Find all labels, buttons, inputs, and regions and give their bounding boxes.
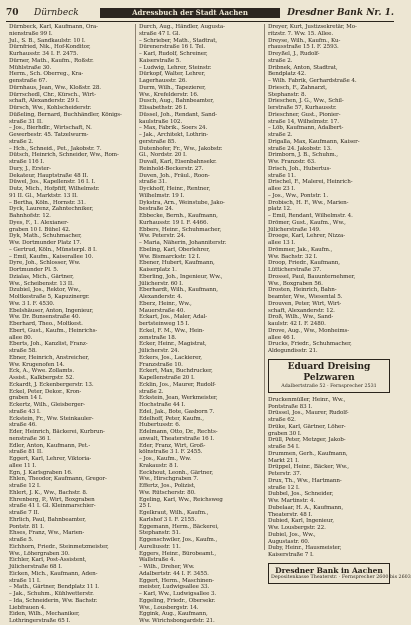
directory-entry-line: Dreyer, Kurt, Justizsekretär, Mo- [268,24,357,30]
directory-entry-line: Dyck, Laurenz, Zahntechniker, [9,206,94,213]
directory-entry-line: Drouven, Peter, Wirt, Wirt- [268,300,342,307]
directory-entry-line: Stephanstr. 8. [268,91,307,98]
directory-entry-line: – Hch., Schneid., Pet., Jakobstr. 7. [9,145,102,152]
directory-entry-line: Ww. Franzstr. 63. [268,159,316,165]
directory-entry-line: Stephanstr. 51. [139,530,181,537]
directory-entry-line: Drummen, Gerh., Kaufmann, [268,450,348,457]
directory-entry-line: Dribnek, Anton, Stadtrat, [268,64,338,71]
directory-entry-line: Ww., Boxgraben 56. [268,280,323,287]
directory-entry-line: Franzstraße 10. [139,361,183,368]
directory-entry-line: Ww. 3 I. F. 4530. [9,300,55,307]
directory-entry-line: Duven, Joh., Fräul., Roon- [139,172,210,179]
directory-entry-line: Ww. Bismarckstr. 12 I. [139,253,201,260]
advertisement-dreising [268,359,390,393]
directory-entry-line: Dekateur, Hauptstraße 48 II. [9,172,89,179]
directory-entry-line: Dzialas, Mich., Gärtner, [9,273,74,280]
directory-entry-line: Durch, Aug., Händler, Augusta- [139,24,225,30]
directory-entry-line: Eckstein, Jean, Werkmeister, [139,395,218,402]
directory-entry-line: Hubertusstr. 6. [139,422,181,429]
directory-entry-line: Drosten, Heinrich, Bahn- [268,287,337,294]
directory-entry-line: Bahnhofstr. 12. [9,213,51,219]
directory-column-3 [264,24,411,580]
directory-entry-line: Edelmann, Otto, Dr., Rechts- [139,429,218,435]
directory-entry-line: Effertz, Jos., Polizist, [139,483,196,489]
directory-entry-line: allee 23 I. [268,186,296,192]
directory-entry-line: Duvall, Karl, Eisenbahnsekr. [139,159,217,165]
directory-entry-line: Drove, Aug., Ww., Monheims- [268,327,350,334]
directory-entry-line: Dury, J., Erster- [9,165,51,172]
directory-entry-line: straße 81 II. [9,449,43,456]
directory-entry-line: Drux, Th., Ww., Hartmann- [268,477,342,484]
header-left-word: Dürnbeck [34,8,79,18]
directory-entry-line: Eck, A., Wwe. Zollamts. [9,368,75,375]
directory-entry-line: Mauerstraße 40. [139,307,185,314]
directory-entry-line: Droege, Karl, Lehrer, Nizza- [268,233,346,240]
column-3-entries-bottom [268,397,390,559]
directory-entry-line: Egn, J. Karlsgraben 16. [9,469,73,476]
directory-entry-line: – Karl, Ww., Ludwigsallee 3. [139,591,217,597]
directory-entry-line: anwalt, Theaterstraße 16 I. [139,435,215,442]
directory-entry-line: Drobisch, H. F., Ww., Marien- [268,199,349,206]
directory-entry-line: straße 116 I. [9,159,45,165]
directory-entry-line: Kurhausstr. 19 I. F. 4466. [139,219,209,226]
directory-entry-line: Eggink, Aug., Kaufmann, [139,611,208,618]
header-right-word: Dresdner Bank Nr. 1. [287,8,394,18]
directory-entry-line: Jul., S. B., Sandkaulstr. 10 I. [9,37,86,44]
directory-entry-line: Adalbertstr. 44 I. F. 3455. [139,570,209,577]
directory-entry-line: straße 7 II. [9,510,40,516]
directory-entry-line: Ecker, Heinr., Magistrat, [139,341,207,348]
directory-entry-line: Reinhold-Beckerstr. 27. [139,165,204,172]
directory-entry-line: genstraße 67. [9,78,48,84]
directory-entry-line: Dreyßel, J., Rudolf- [268,51,320,57]
directory-entry-line: Dyre, Joh., Schlosser, Ww. [9,260,81,267]
directory-entry-line: Ww., Scheibenstr. 13 II. [9,280,74,287]
directory-entry-line: Drimborn, J. B., Schuhm., [268,152,338,159]
directory-entry-line: Augustastr. 60. [268,538,310,545]
directory-entry-line: Gl., Nordstr. 20 I. [139,152,187,159]
directory-entry-line: Drisch, Joh., Hubertus- [268,165,332,172]
directory-entry-line: Aldegundisstr. 21. [268,348,318,354]
directory-entry-line: kaulstr. 42 I. F. 2480. [268,321,326,327]
directory-entry-line: Eggemann, Herm., Bäckerei, [139,523,219,530]
directory-entry-line: Ebeling, Karl, Oberlehrer, [139,246,210,253]
directory-entry-line: Eckel, Peter, Dekor., Kron- [9,388,82,395]
directory-entry-line: – Jak., Schuhm., Kühlwetterstr. [9,591,94,597]
directory-entry-line: – Bertha, Köln., Hornstr. 31. [9,199,86,206]
directory-entry-line: Ww. Krugenofen 14. [9,361,65,368]
directory-entry-line: straße 58. [9,348,37,354]
directory-entry-line: straße 2. [268,132,293,138]
directory-entry-line: Drüke, Karl, Gärtner, Löher- [268,423,346,430]
directory-entry-line: Ww. Dortmunder Platz 17. [9,240,82,246]
page-number: 70 [6,8,19,18]
directory-entry-line: Bendplatz 42. [268,71,306,78]
directory-entry-line: meister, Ludwigsallee 33. [139,584,210,591]
directory-entry-line: Dyckhoff, Heinr., Rentner, [139,186,211,192]
directory-entry-line: Dürenerstraße 16 I. Tel. [139,44,206,51]
ad-bank-details: Depositenkasse Theaterstr. · Fernsprecher 2600 bis 2603 [271,574,411,580]
directory-entry-line: Kurhausstr. 34 I. F. 2475. [9,51,79,57]
directory-entry-line: Eckers, Jos., Lackierer, [139,354,202,361]
directory-entry-line: Jülicherstr. 60 I. [139,280,183,287]
directory-entry-line: – Schrieber, Math., Stadtrat, [139,37,218,44]
directory-entry-line: Alexanderstr. 4. [139,294,183,300]
directory-entry-line: Edel, Jak., Bote, Gasborn 7. [139,408,215,415]
directory-entry-line: – Wilh. Fabrik, Gerhardstraße 4. [268,78,357,84]
directory-entry-line: ritzstr. 7. Ww. 15. Allee. [268,30,334,37]
directory-entry-line: zenstraße 18. [139,334,177,341]
directory-entry-line: Pontstr. 81 I. [9,523,44,530]
directory-entry-line: Drieschen, J. G., Ww., Schil- [268,98,344,105]
directory-entry-line: rhausstraße 15 I. F. 2593. [268,44,339,51]
directory-entry-line: Assist., Kalkbergstr. 52. [9,375,74,381]
directory-entry-line: – Emil, Kaufm., Kaiserallee 10. [9,253,94,260]
directory-entry-line: allee 80. [9,334,33,341]
directory-entry-line: straße 24. Jakobstr. 13. [268,145,332,152]
directory-entry-line: Jülicherstraße 149. [268,226,321,233]
directory-entry-line: – Jos., Ww., Pontstr. 1. [268,192,329,199]
directory-entry-line: Dykstra, Arn., Weinstube, Jako- [139,199,225,206]
directory-entry-line: Dubied, Karl, Ingenieur, [268,518,334,525]
directory-entry-line: Aureliusstr. 11. [139,543,181,550]
directory-entry-line: Dyes, F., 1. Alexianer- [9,219,69,226]
directory-entry-line: straße 47 I. Gl. [139,30,181,37]
directory-entry-line: Düwel, Jos., Kapellenstr. 16 I. I. [9,179,96,186]
directory-entry-line: Düßeling, Bernard, Buchhändler, Königs- [9,111,122,118]
directory-entry-line: – Jak., Architekt, Lothrin- [139,132,209,138]
directory-entry-line: Eberts, Joh., Kanzlist, Franz- [9,341,88,348]
directory-entry-line: Ehlen, Theodor, Kaufmann, Gregor- [9,476,107,483]
directory-entry-line: Egeling, Karl, Ww., Reichsweg [139,496,223,503]
directory-entry-line: straße 11. [268,172,296,179]
directory-entry-line: Ww. Lousbergstr. 22. [268,525,326,531]
directory-entry-line: nenstraße 36 I. [9,435,51,442]
directory-entry-line: Eiden, Wilh., Mechaniker, [9,611,80,618]
directory-entry-line: Drieschner, Gust., Pionier- [268,111,341,118]
directory-entry-line: straße 14, Wilhelmstr. 17. [268,118,339,125]
directory-entry-line: Eckel, F. M., Ww., Hein- [139,327,205,334]
directory-entry-line: Eder, Franz, Wirt, Groß- [139,442,206,449]
directory-entry-line: Eeckhout, Leonh., Gärtner, [139,469,214,476]
directory-entry-line: Eckstein, Fr., Ww. Steinkauler- [9,415,94,422]
directory-entry-line: schaft, Alexanderstr. 12. [268,307,335,314]
directory-entry-line: Lagerhausstr. 26. [139,78,187,84]
directory-entry-line: Ww., Krefelderstr. 16. [139,91,199,98]
directory-entry-line: straße 12 I. [268,484,300,491]
directory-entry-line: bertsteinweg 15 I. [139,321,190,327]
directory-entry-line: Drigalla, Max, Kaufmann, Kaiser- [268,138,360,145]
directory-entry-line: Düssel, Joh., Rendant, Sand- [139,111,217,118]
ad-dreising-trade: Pelzwaren [303,372,355,383]
directory-entry-line: Durm, Wilh., Tapezierer, [139,84,206,91]
directory-entry-line: Eckert, Max, Buchdrucker, [139,368,213,375]
directory-entry-line: graben 10 I. Bühel 42. [9,226,71,233]
directory-entry-line: Dutenhofer, Fr., Ww., Jakobstr. [139,145,223,152]
directory-entry-line: Drömmer, Jak., Kaufm., [268,246,333,253]
directory-entry-line: Ww. Peterstr. 24. [139,233,186,240]
directory-entry-line: platz 12. [268,206,292,213]
directory-entry-line: straße 2. [9,138,34,145]
directory-entry-line: Dürnbeck, Karl, Kaufmann, Ora- [9,24,98,30]
directory-entry-line: Edler, Anton, Kaufmann, Pet.- [9,442,91,449]
directory-entry-line: allee 11 I. [9,462,37,469]
directory-columns [6,24,411,624]
directory-entry-line: lerstraße 57, Kurhausstr. [268,105,337,111]
directory-entry-line: Eckertz, Wilh., Gleisberger- [9,402,85,408]
directory-entry-line: Drucks, Friedr., Schuhmacher, [268,341,352,348]
directory-entry-line: Ww. Wirichsbongardstr. 21. [139,618,215,624]
directory-entry-line: Eggers, Heinr., Bürobeamt., [139,550,217,557]
directory-entry-line: Drüppel, Heinr., Bäcker, Ww., [268,464,349,471]
directory-entry-line: Hochstraße 44 I. [139,402,186,408]
directory-entry-line: straße 62. [268,417,296,423]
directory-entry-line: Elisabethstr. 26 I. [139,105,188,111]
directory-entry-line: straße 2. [139,388,164,395]
header-rule [6,21,394,22]
directory-entry-line: straße 41 I. Gl. Kleinmarschier- [9,503,96,510]
page-header [6,6,394,20]
directory-entry-line: Jülicherstraße 68 I. [9,564,62,570]
directory-entry-line: straße 46. [9,422,37,429]
directory-entry-line: Dürnhaus, Jean, Ww., Kloßstr. 28. [9,84,101,91]
directory-entry-line: Dürsch, Ww., Kohlscheiderstr. [9,105,92,111]
directory-entry-line: straße 43 I. [9,408,41,415]
directory-entry-line: Dubelaar, H. A., Kaufmann, [268,504,344,511]
directory-entry-line: Ebelshäuser, Anton, Ingenieur, [9,307,94,314]
directory-entry-line: Dütsch, Heinrich, Schneider, Ww., Rom- [9,152,119,159]
directory-entry-line: Egelkraut, Wilh., Kaufm., [139,510,209,516]
directory-entry-line: Wilhelmstr. 19 I. [139,192,185,199]
directory-entry-line: Karlshof 3 I. F. 2155. [139,516,197,523]
directory-entry-line: Kaiserplatz 1. [139,267,177,273]
directory-entry-line: Eberhard, Theo., Moltkest. [9,321,83,327]
directory-entry-line: – Wilh., Dreher, Ww. [139,564,195,570]
directory-entry-line: nienstraße 99 I. [9,30,53,37]
directory-entry-line: – Ida, Schneiderin, Ww. Bachstr. [9,597,98,604]
directory-entry-line: Dubiel, Jos., Ww., [268,531,316,538]
directory-entry-line: allee 13 I. [268,240,296,246]
directory-entry-line: Dürner, Math., Kaufm., Roßstr. [9,57,94,64]
directory-entry-line: Drüll, Peter, Metzger, Jakob- [268,437,346,444]
directory-entry-line: bestraße 24. [139,206,174,213]
directory-entry-line: Ebert, Gust., Kaufm., Heinrichs- [9,327,98,334]
directory-entry-line: – Max, Fabrik., Soers 24. [139,125,208,132]
directory-entry-line: straße 31 II. [9,118,43,125]
directory-entry-line: Eggert, Karl, Lehrer, Viktoria- [9,456,92,462]
directory-entry-line: Peterstr. 37. [268,471,302,477]
directory-entry-line: Ww., Lousbergstr. 14. [139,604,199,611]
directory-entry-line: Wallstraße 4. [139,557,176,564]
directory-entry-line: Drömer, Gust., Kaufm., Ww., [268,219,346,226]
directory-entry-line: Druckenmüller, Heinr., Ww., [268,396,346,403]
directory-entry-line: Drüssel, Jos., Maurer, Rudolf- [268,410,349,417]
directory-entry-line: schaft, Alexanderstr. 29 I. [9,98,80,105]
directory-entry-line: Eberhardt, Wilh., Kaufmann, [139,287,218,294]
directory-entry-line: Liebfrauen 4. [9,604,46,611]
directory-entry-line: Dubbel, Jos., Schneider, [268,491,334,498]
directory-entry-line: Eicken, Mich., Kaufmann, Aden- [9,570,98,577]
directory-entry-line: Gewerbestr. 45. Tatzelwurm- [9,132,89,138]
directory-entry-line: Eggenschwiler, Jos., Kaufm., [139,537,218,543]
directory-entry-line: graben 30 I. [268,430,302,437]
directory-entry-line: – Emil, Rendant, Wilhelmstr. 4. [268,213,353,219]
directory-entry-line: – Maria, Näherin, Johanniterstr. [139,240,227,246]
directory-entry-line: 25 I. [139,503,152,510]
directory-entry-line: Dzubiel, Jos., Rektor, Ww., [9,287,81,294]
directory-entry-line: Ebbers, Heinr., Schuhmacher, [139,226,222,233]
directory-entry-line: Edelhoff, Peter, Kaufm., [139,415,204,422]
directory-entry-line: – Jos., Kaufm., Ww. [139,456,191,462]
directory-entry-line: Ecklin, Jos., Maurer, Rudolf- [139,381,216,388]
directory-entry-line: straße 5. [9,537,34,543]
directory-entry-line: straße 2. [268,57,293,64]
directory-entry-line: Kapellenstraße 20 I. [139,375,195,381]
directory-entry-line: Eichhorn, Friedr., Steinmetzmeister, [9,543,109,550]
directory-entry-line: Eckardt, J. Eckenbergerstr. 13. [9,381,94,388]
directory-entry-line: Ehlert, J. K., Ww., Bachstr. 8. [9,489,88,496]
directory-entry-line: – Jos., Bierhdlr., Wirtschaft, N. [9,125,92,132]
directory-column-2 [135,24,264,624]
directory-entry-line: Moltkestraße 5, Kapuzinergr. [9,294,90,300]
directory-entry-line: Theaterstr. 48 I. [268,511,313,518]
directory-entry-line: – Ludwig, Lehrer, Steinstr. [139,64,212,71]
directory-entry-line: Eggeling, Friedr., Obersekr. [139,597,216,604]
directory-entry-line: Ww., Hirschgraben 7. [139,476,199,483]
directory-entry-line: Dutz, Mich., Hofpfiff, Wilhelmstr. [9,186,100,192]
directory-entry-line: Jülicherstr. 24. [139,348,180,354]
directory-entry-line: beamter, Ww., Wiesental 5. [268,294,343,300]
directory-entry-line: – Karl, Rudolf, Schreiner, [139,51,208,57]
directory-entry-line: Mühlstraße 30. [9,64,52,71]
directory-entry-line: allee 46 I. [268,334,296,341]
directory-entry-line: Dyk, Math., Schuhmacher, [9,233,82,240]
directory-entry-line: Ww., Löhergraben 30. [9,550,70,557]
directory-entry-line: Ehses, Franz, Ww., Marien- [9,530,85,537]
header-banner: Adressbuch der Stadt Aachen [100,8,280,18]
directory-entry-line: graben 14 I. [9,395,43,402]
directory-entry-line: gerstraße 85. [139,138,177,145]
directory-entry-line: Eberling, Joh., Ingenieur, Ww., [139,273,223,280]
directory-entry-line: Drossel, Paul, Bauunternehmer, [268,273,356,280]
directory-entry-line: straße 12 I. [9,483,41,489]
directory-entry-line: Kaiserstraße 7 I. [268,552,314,558]
directory-entry-line: Ehrlich, Paul, Bahnbeamter, [9,516,86,523]
directory-entry-line: Dürkopf, Walter, Lehrer, [139,71,206,78]
directory-entry-line: Eckart, Jos., Maler, Adal- [139,314,208,321]
directory-entry-line: Dürnfried, Nik., Hof-Konditor, [9,44,91,51]
directory-entry-line: Ehrenberg, P., Wirt, Boxgraben [9,496,95,503]
directory-entry-line: kölnstraße 3 I. F. 2455. [139,449,203,456]
directory-entry-line: Pontstraße 83 I. [268,403,312,410]
directory-entry-line: Ww. Dr. Bunsenstraße 40. [9,314,81,321]
directory-entry-line: straße 11 I. [9,577,41,584]
directory-entry-line: Dürrschedl, Chr., Kürsch., Wirt- [9,91,96,98]
directory-entry-line: Kaiserstraße 5. [139,57,181,64]
directory-entry-line: straße 31. [139,179,167,186]
directory-entry-line: Ww. Bachstr. 32 I. [268,253,318,260]
directory-entry-line: kaulstraße 102. [139,118,183,125]
directory-entry-line: Droß, Wilh., Ww., Sand- [268,314,334,321]
directory-entry-line: straße 54 I. [268,444,300,450]
advertisement-dresdner-bank [268,563,411,584]
directory-entry-line: Ww. Rütscherstr. 80. [139,489,196,496]
directory-entry-line: Ww. Martinstr. 4. [268,498,316,504]
directory-entry-line: Drischel, F., Malerei, Heinrich- [268,179,353,186]
directory-entry-line: Dreyse, Wilh., Kaufm., Ku- [268,37,341,44]
directory-entry-line: Eichler, Karl, Post-Assistent, [9,557,87,564]
directory-entry-line: Krakaustr. 8 I. [139,462,179,469]
directory-entry-line: Markt 21 I. [268,457,299,464]
directory-entry-line: Ebner, Heinrich, Anstreicher, [9,354,90,361]
directory-entry-line: Eggert, Herm., Maschinen- [139,577,214,584]
ad-dreising-name: Eduard Dreising [287,361,371,372]
directory-entry-line: Ebbecke, Bernh., Kaufmann, [139,213,218,219]
directory-entry-line: Driesch, F., Zahnarzt, [268,84,327,91]
directory-entry-line: 91 II. Gl., Marktstr. 13 II. [9,192,78,199]
ad-dreising-address: Adalbertstraße 52 · Fernsprecher 2531 [281,383,377,389]
directory-entry-line: Eberz, Heinr., Ww., [139,300,192,307]
directory-entry-line: Ebener, Hubert, Kaufmann, [139,260,215,267]
directory-entry-line: Eder, Heinrich, Bäckerei, Kurbrun- [9,429,105,435]
ad-bank-name: Dresdner Bank in Aachen [275,565,383,575]
directory-entry-line: Dortmunder Pl. 5. [9,267,59,273]
directory-entry-line: Duby, Heinr., Hausmeister, [268,545,342,552]
directory-entry-line: – Gertrud, Köln., Münsterpl. 8 I. [9,246,97,253]
column-3-entries-top [268,24,390,355]
directory-column-1 [6,24,135,624]
directory-entry-line: – Math., Gärtner, Bendplatz 11 I. [9,584,99,591]
directory-entry-line: Lütticherstraße 37. [268,267,322,273]
directory-entry-line: – Löb, Kaufmann, Adalbert- [268,125,344,132]
directory-entry-line: Herm., Sch. Oberreg., Kra- [9,71,84,78]
directory-entry-line: Dusch, Aug., Bahnbeamter, [139,98,214,105]
directory-entry-line: Lothringerstraße 65 I. [9,618,71,624]
directory-entry-line: Droop, Friedr., Kaufmann, [268,260,340,267]
